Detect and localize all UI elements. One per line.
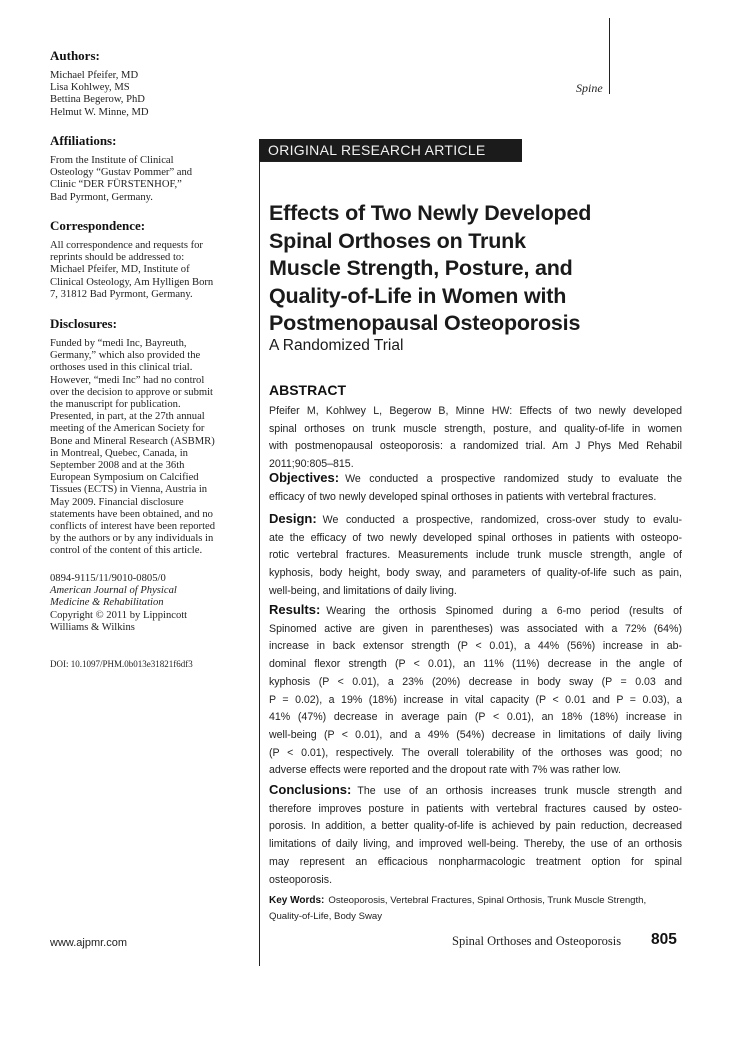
design-line: ate the efficacy of two newly developed spinal orthoses in patients with osteopo- (269, 531, 682, 544)
conclusions-section (269, 781, 682, 889)
disclosure-line: Tissues (ECTS) in Vienna, Austria in (50, 484, 208, 496)
disclosure-line: However, “medi Inc” had no control (50, 374, 205, 386)
top-right-vertical-rule (609, 18, 610, 94)
results-line: Spinomed active are given in parentheses) was associated with a 72% (64%) (269, 622, 682, 635)
correspondence-line: All correspondence and requests for (50, 240, 203, 251)
sidebar-authors (50, 48, 250, 119)
conclusions-line: limitations of daily living, and improved well-being. Thereby, the use of an orthosis (269, 838, 682, 851)
key-words-line: Quality-of-Life, Body Sway (269, 911, 383, 922)
key-words-label: Key Words: (269, 895, 325, 906)
authors-list (50, 70, 250, 119)
citation-line: with postmenopausal osteoporosis: a randomized trial. Am J Phys Med Rehabil (269, 440, 682, 453)
affiliation-line: From the Institute of Clinical (50, 155, 174, 166)
column-divider-rule (259, 161, 260, 966)
results-label: Results: (269, 602, 321, 617)
journal-name: Spine (576, 81, 603, 95)
results-line: adverse effects were reported and the dropout rate with 7% was rather low. (269, 764, 621, 777)
design-line: rotic vertebral fractures. Measurements include trunk muscle strength, angle of (269, 549, 682, 562)
title-line: Muscle Strength, Posture, and (269, 256, 573, 280)
page-number: 805 (651, 931, 677, 948)
authors-heading: Authors: (50, 48, 100, 63)
results-line: 41% (47%) decrease in average pain (P < 0.01), an 18% (18%) increase in (269, 711, 682, 724)
conclusions-line: may represent an efficacious nonpharmacologic treatment option for spinal (269, 855, 682, 868)
article-type-banner: ORIGINAL RESEARCH ARTICLE (259, 139, 522, 161)
correspondence-line: Clinical Osteology, Am Hylligen Born (50, 276, 214, 288)
title-line: Effects of Two Newly Developed (269, 201, 592, 225)
journal-website: www.ajpmr.com (50, 937, 128, 949)
citation-block (50, 573, 250, 634)
design-section (269, 510, 682, 601)
disclosure-line: September 2008 and at the 36th (50, 460, 185, 472)
journal-title-line: American Journal of Physical (50, 585, 177, 597)
conclusions-line: The use of an orthosis increases trunk muscle strength and (357, 785, 682, 797)
title-line: Postmenopausal Osteoporosis (269, 311, 581, 335)
author-line: Bettina Begerow, PhD (50, 94, 145, 106)
disclosure-line: May 2009. Financial disclosure (50, 496, 184, 508)
author-line: Helmut W. Minne, MD (50, 106, 149, 118)
objectives-line: efficacy of two newly developed spinal orthoses in patients with vertebral fractures. (269, 490, 657, 503)
disclosures-text (50, 338, 250, 558)
design-line: well-being, and limitations of daily living. (269, 584, 457, 597)
conclusions-label: Conclusions: (269, 782, 352, 797)
disclosure-line: control of the content of this article. (50, 545, 203, 557)
title-line: Spinal Orthoses on Trunk (269, 228, 526, 253)
affiliation-line: Clinic “DER FÜRSTENHOF,” (50, 179, 182, 191)
citation-line: 2011;90:805–815. (269, 458, 354, 471)
journal-title-line: Medicine & Rehabilitation (50, 597, 164, 609)
disclosure-line: by the authors or by any individuals in (50, 533, 214, 545)
affiliations-heading: Affiliations: (50, 133, 117, 148)
disclosure-line: orthoses used in this clinical trial. (50, 362, 193, 374)
disclosure-line: meeting of the American Society for (50, 423, 205, 435)
disclosure-line: the manuscript for publication. (50, 399, 181, 411)
affiliation-line: Bad Pyrmont, Germany. (50, 191, 153, 203)
disclosure-line: Funded by “medi Inc, Bayreuth, (50, 338, 187, 349)
doi (50, 658, 250, 670)
disclosures-heading: Disclosures: (50, 316, 117, 331)
disclosure-line: over the decision to approve or submit (50, 386, 213, 398)
correspondence-heading: Correspondence: (50, 218, 146, 233)
results-line: P = 0.02), a 19% (18%) increase in vital capacity (P < 0.01 and P = 0.03), a (269, 693, 682, 706)
objectives-label: Objectives: (269, 470, 340, 485)
key-words-line: Osteoporosis, Vertebral Fractures, Spinal Orthosis, Trunk Muscle Strength, (328, 895, 647, 906)
article-title (269, 200, 729, 338)
objectives-section (269, 469, 682, 506)
affiliations-text (50, 155, 250, 204)
correspondence-line: Michael Pfeifer, MD, Institute of (50, 264, 190, 276)
citation-line: Pfeifer M, Kohlwey L, Begerow B, Minne HW: Effects of two newly developed (269, 405, 682, 417)
results-line: dominal flexor strength (P < 0.01), an 11% (11%) decrease in the angle of (269, 658, 682, 671)
sidebar-citation (50, 573, 250, 634)
results-line: (P < 0.01), respectively. The overall tolerability of the orthoses was good; no (269, 746, 682, 759)
doi-text: DOI: 10.1097/PHM.0b013e31821f6df3 (50, 659, 193, 669)
results-section (269, 601, 682, 780)
design-line: kyphosis, body height, body sway, and parameters of quality-of-life such as pain, (269, 567, 682, 580)
author-line: Michael Pfeifer, MD (50, 70, 139, 81)
sidebar-disclosures (50, 316, 250, 558)
conclusions-line: osteoporosis. (269, 873, 333, 886)
disclosure-line: Presented, in part, at the 27th annual (50, 411, 205, 423)
author-line: Lisa Kohlwey, MS (50, 82, 130, 94)
article-subtitle: A Randomized Trial (269, 337, 404, 354)
running-title: Spinal Orthoses and Osteoporosis (452, 934, 622, 948)
correspondence-line: 7, 31812 Bad Pyrmont, Germany. (50, 288, 193, 300)
results-line: increase in back extensor strength (P < 0.01), a 44% (56%) increase in ab- (269, 640, 682, 653)
disclosure-line: conflicts of interest have been reported (50, 521, 216, 533)
title-line: Quality-of-Life in Women with (269, 283, 567, 308)
design-label: Design: (269, 511, 317, 526)
banner-underline (259, 161, 522, 162)
abstract-citation (269, 403, 682, 474)
disclosure-line: in Montreal, Quebec, Canada, in (50, 447, 188, 459)
citation-line: spinal orthoses on trunk muscle strength, posture, and quality-of-life in women (269, 422, 682, 435)
key-words (269, 893, 682, 925)
disclosure-line: statements have been obtained, and no (50, 508, 213, 520)
sidebar-correspondence (50, 218, 250, 301)
objectives-line: We conducted a prospective randomized study to evaluate the (345, 473, 682, 485)
issn: 0894-9115/11/9010-0805/0 (50, 573, 166, 584)
results-line: Wearing the orthosis Spinomed during a 6-mo period (results of (326, 605, 682, 617)
correspondence-line: reprints should be addressed to: (50, 252, 185, 264)
design-line: We conducted a prospective, randomized, cross-over study to evalu- (322, 514, 682, 526)
results-line: kyphosis (P < 0.01), a 23% (20%) decrease in body sway (P = 0.03 and (269, 675, 682, 688)
sidebar-affiliations (50, 133, 250, 204)
disclosure-line: European Symposium on Calcified (50, 472, 199, 484)
disclosure-line: Bone and Mineral Research (ASBMR) (50, 435, 215, 447)
copyright-line: Copyright © 2011 by Lippincott (50, 609, 188, 621)
affiliation-line: Osteology “Gustav Pommer” and (50, 167, 193, 179)
copyright-line: Williams & Wilkins (50, 621, 135, 633)
correspondence-text (50, 240, 250, 301)
conclusions-line: porosis. In addition, a better quality-of-life is achieved by pain reduction, decreased (269, 820, 682, 833)
conclusions-line: therefore improves posture in patients with vertebral fractures caused by osteo- (269, 802, 682, 815)
abstract-heading: ABSTRACT (269, 382, 346, 398)
disclosure-line: Germany,” which also provided the (50, 350, 201, 362)
results-line: well-being (P < 0.01), and a 49% (54%) decrease in limitations of daily living (269, 728, 682, 741)
